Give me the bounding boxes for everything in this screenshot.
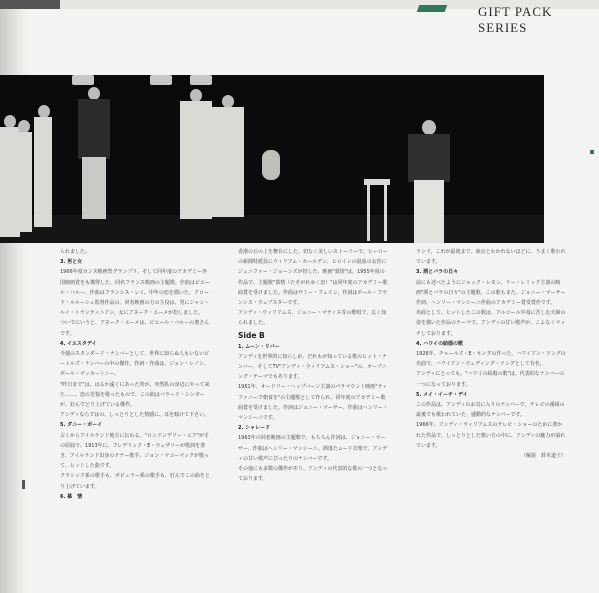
body-paragraph: "昨日まで"は、はるか遠くにあった筈が、突然私の身辺にやって来た……。恋の苦悩を歌ったもので、この曲はバラード・シンガーが、好んでとり上げている傑作。 [60, 381, 210, 409]
series-label: GIFT PACK SERIES [478, 4, 553, 35]
section-heading: 3. 男と女 [60, 259, 83, 266]
stage-floor [0, 215, 544, 243]
body-paragraph: アンディにとっても、"ハワイの結婚の歌"は、代表的なナンバーの一つになっております。 [416, 371, 565, 388]
section-heading: 2. シャレード [238, 425, 271, 432]
section-heading: 1. ムーン・リバー [238, 343, 280, 350]
column-2 [238, 247, 388, 484]
body-paragraph: ついでにいうと、アヌーク・エーメは、ピエール・バルーの奥さんです。 [60, 320, 210, 337]
stage-light [72, 75, 94, 85]
body-paragraph: 1966年、アンディ・ウィリアムスのテレビ・ショーのために書かれた作品で、しっとりとした歌い方の中に、アンディの魅力が溢れています。 [416, 422, 566, 449]
edge-mark [590, 150, 594, 154]
body-paragraph: クラシック系の歌手も、ポピュラー系の歌手も、好んでこの曲をとり上げています。 [60, 473, 210, 490]
body-paragraph: アンディを世界的に知らしめ、だれもが知っている歌のヒット・ナンバー。そしてTV"アンディ・ウィリアムス・ショー"の、オープニング・テーマでもあります。 [238, 353, 388, 381]
side-heading: Side B [238, 330, 265, 340]
section-heading: 4. ハワイの結婚の歌 [416, 340, 463, 347]
column-1 [60, 247, 210, 502]
body-paragraph: アンディならではの、しっとりとした情感に、耳を傾けて下さい。 [60, 412, 210, 419]
column-3 [416, 247, 566, 461]
green-brand-mark [417, 5, 448, 12]
section-heading: 3. 酒とバラの日々 [416, 269, 459, 276]
binding-mark [22, 480, 25, 489]
liner-notes [60, 247, 570, 577]
top-dark-edge [0, 0, 60, 9]
body-paragraph: 今週のスタンダード・ナンバーとして、世界に知らぬ人もいないビートルズ・ナンバーの中の傑作。作詞・作曲は、ジョン・レノン、ポール・マッカートニー。 [60, 351, 210, 378]
section-heading: 5. ダニー・ボーイ [60, 422, 103, 429]
body-paragraph: 1963年の同名映画の主題歌で、もちろん作詞は、ジョニー・マーサー、作曲はヘンリー・マンシーニ。洒落たムード音楽で、アンディの甘い歌声にぴったりのナンバーです。 [238, 435, 388, 462]
stage-light [190, 75, 212, 85]
body-paragraph: 名曲として、ヒットしたこの歌は、アルコール中毒に苦しむ夫婦の姿を描いた作品のテーマで、アンディの甘い歌声が、こよなくマッチしております。 [416, 310, 566, 337]
body-paragraph: 1961年、オードリー・ヘップバーン主演のパラマウント映画"ティファニーで朝食を"の主題歌として作られ、同年度のアカデミー歌曲賞を受けました。作詞はジョニー・マーサー、作曲はヘンリー・マンシーニです。 [238, 384, 388, 422]
section-heading: 4. イエスタデイ [60, 340, 97, 347]
body-paragraph: 香港の丘の上を舞台にした、切なく美しいストーリーで、ヒーローの新聞特派員にウィリアム・ホールデン、ヒロインの混血の女医にジェニファー・ジョーンズが扮した、映画"慕情"は、1955年度の作品で、主題歌"慕情（たそがれゆく恋）"は同年度のアカデミー歌曲賞を受けました。作曲はサミー・フェイン、作詞はポール・フランシス・ウェブスターです。 [238, 249, 388, 307]
section-heading: 6. 慕 情 [60, 493, 83, 500]
body-paragraph: 1966年度カンヌ映画祭グランプリ、そして同年度のアカデミー外国映画賞をも獲得した、同名フランス映画の主題歌。作曲はピエール・バルー、作曲はフランシス・レイ。中年の恋を描いた、クロード・ルルーシュ監督作品の、同名映画の方の主役は、男にジャン・ルイ・トランティニアン、女にアヌーク・エーメが扮しました。 [60, 269, 210, 317]
stage-photo [0, 75, 544, 243]
body-paragraph: られました。 [60, 249, 91, 255]
body-paragraph: この作品は、アンディのお気に入りのナンバーで、テレビの番組の最後でも歌われていた、感動的なナンバーです。 [416, 402, 565, 419]
body-paragraph: 前にも述べたようにジャック・レモン、リー・レミック主演の映画"酒とバラの日々"の主題歌。この歌もまた、ジョニー・マーサー作詞、ヘンリー・マンシーニ作曲のアカデミー賞受賞作です。 [416, 279, 566, 307]
section-heading: 5. メイ・イーチ・デイ [416, 391, 468, 398]
body-paragraph: 古くからアイルランド地方に伝わる、"ロンドンデリー・エア"がその原曲で、1913年に、フレデリック・E・ウェザリーが歌詞を書き、アイルランド出身のテナー歌手、ジョン・マコーマックが歌って、ヒットした曲です。 [60, 432, 210, 470]
author-credit: （解説 鈴木道子） [520, 453, 566, 460]
stage-light [150, 75, 172, 85]
body-paragraph: 1926年、チャールズ・E・キングの作った、ハワイアン・ソングの名曲で、ハワイアン・ウェディング・ソングとして有名。 [416, 351, 566, 368]
body-paragraph: ランド。これが最後まで、東京とわかれないほどに、うまく歌われています。 [416, 249, 566, 266]
body-paragraph: その他にも多数の傑作があり、アンディの代表的な歌の一つとなっております。 [238, 466, 388, 483]
body-paragraph: アンディ・ウィリアムス、ジョニー・マティス等の歌唱で、広く知られました。 [238, 310, 387, 327]
